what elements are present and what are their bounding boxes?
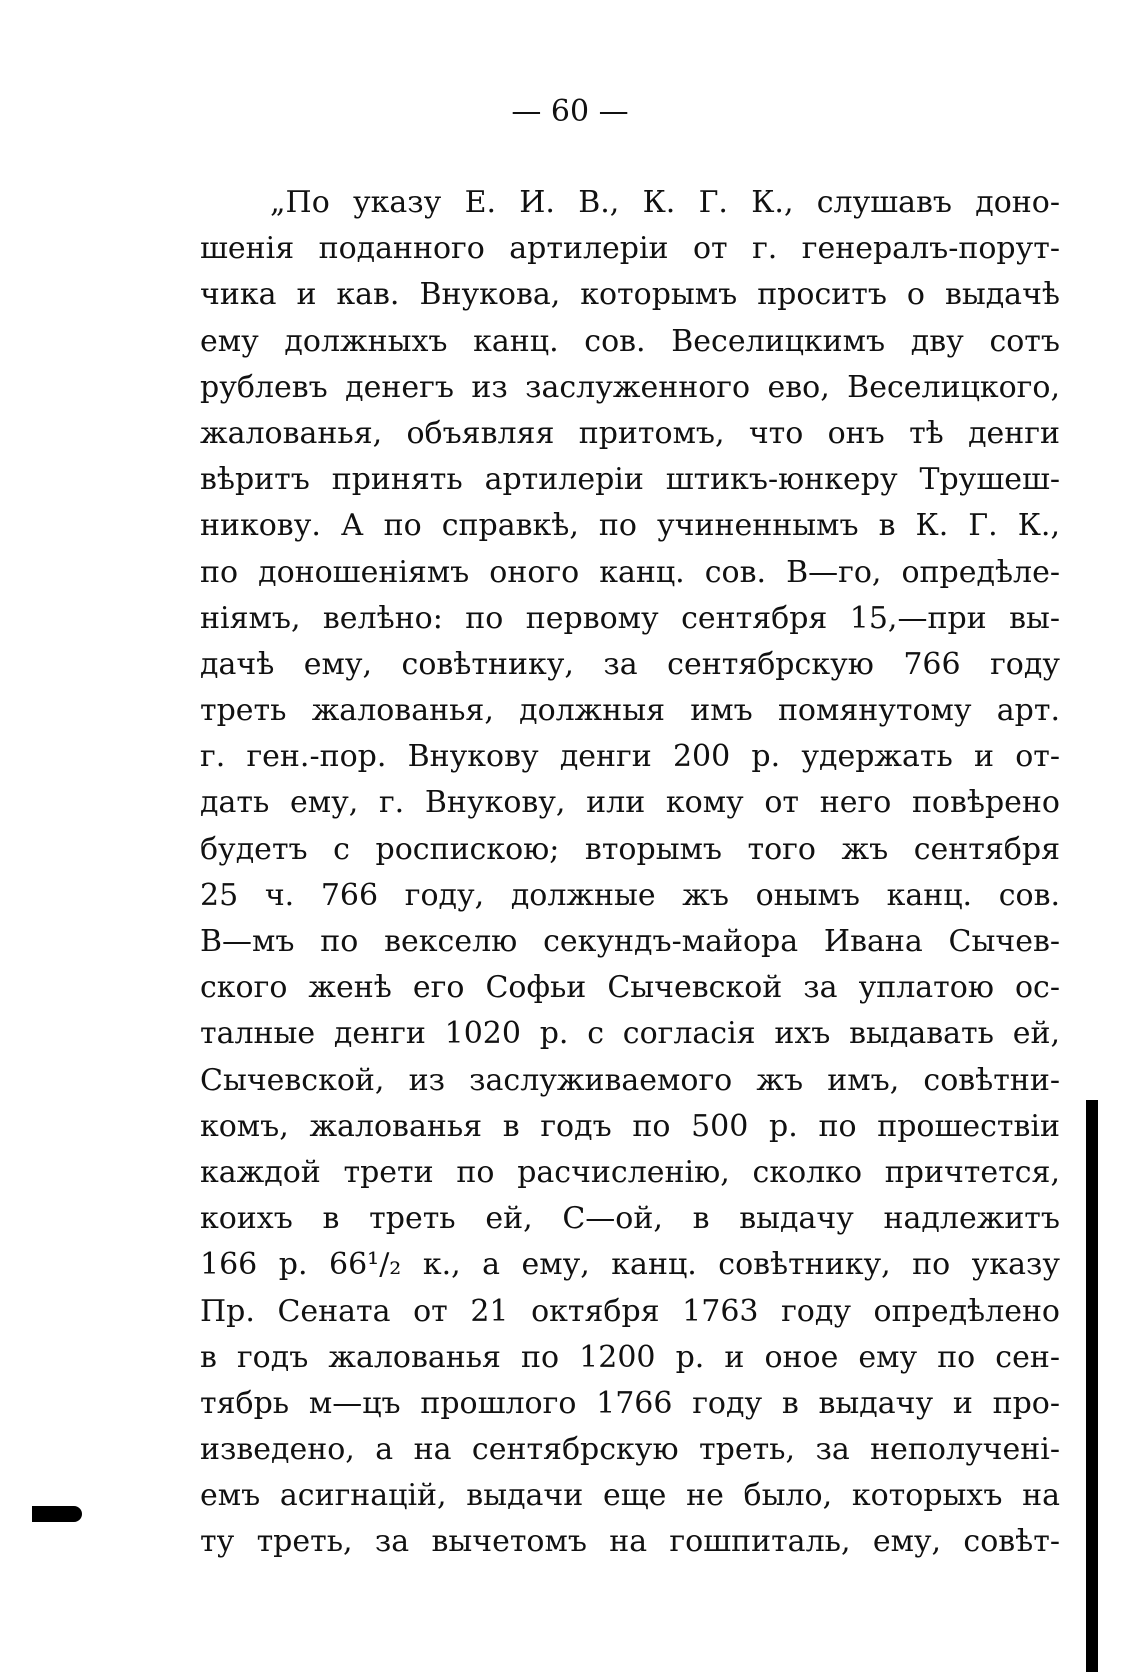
text-line: жалованья, объявляя притомъ, что онъ тѣ денги [200,415,1060,451]
text-line: дать ему, г. Внукову, или кому от него повѣрено [200,785,1060,821]
text-line: будетъ с роспискою; вторымъ того жъ сентября [200,831,1060,867]
text-line: изведено, а на сентябрскую треть, за неполучені- [200,1432,1060,1468]
scan-margin-bar [1086,1100,1098,1672]
text-line: Пр. Сената от 21 октября 1763 году опредѣлено [200,1293,1060,1329]
scan-ink-mark [32,1506,82,1522]
text-line: 25 ч. 766 году, должные жъ онымъ канц. сов. [200,877,1060,913]
text-line: в годъ жалованья по 1200 р. и оное ему по сен- [200,1339,1060,1375]
text-line: рублевъ денегъ из заслуженного ево, Веселицкого, [200,369,1060,405]
text-line: ского женѣ его Софьи Сычевской за уплатою ос- [200,970,1060,1006]
text-line: вѣритъ принять артилеріи штикъ-юнкеру Трушеш- [200,462,1060,498]
text-line: „По указу Е. И. В., К. Г. К., слушавъ доно- [270,185,1060,220]
text-line: талные денги 1020 р. с согласія ихъ выдавать ей, [200,1016,1060,1052]
text-line: треть жалованья, должныя имъ помянутому арт. [200,693,1060,729]
text-line: Сычевской, из заслуживаемого жъ имъ, совѣтни- [200,1062,1060,1098]
text-line: дачѣ ему, совѣтнику, за сентябрскую 766 году [200,646,1060,682]
text-line: ему должныхъ канц. сов. Веселицкимъ дву сотъ [200,323,1060,359]
text-line: комъ, жалованья в годъ по 500 р. по прошествіи [200,1108,1060,1144]
text-line: каждой трети по расчисленію, сколко причтется, [200,1154,1060,1190]
text-line: тябрь м—цъ прошлого 1766 году в выдачу и про- [200,1385,1060,1421]
text-line: по доношеніямъ оного канц. сов. В—го, опредѣле- [200,554,1060,590]
text-line: 166 р. 66¹/₂ к., а ему, канц. совѣтнику, по указу [200,1247,1060,1283]
text-line: ніямъ, велѣно: по первому сентября 15,—при вы- [200,600,1060,636]
page-number: — 60 — [511,94,629,129]
text-line: чика и кав. Внукова, которымъ проситъ о выдачѣ [200,277,1060,313]
text-line: г. ген.-пор. Внукову денги 200 р. удержать и от- [200,739,1060,775]
text-line: коихъ в треть ей, С—ой, в выдачу надлежитъ [200,1201,1060,1237]
text-line: шенія поданного артилеріи от г. генералъ-порут- [200,231,1060,267]
text-line: В—мъ по векселю секундъ-майора Ивана Сычев- [200,924,1060,959]
text-line: емъ асигнацій, выдачи еще не было, которыхъ на [200,1478,1060,1514]
text-line: никову. А по справкѣ, по учиненнымъ в К. Г. К., [200,508,1060,544]
body-text [200,180,1060,1566]
text-line: ту треть, за вычетомъ на гошпиталь, ему, совѣт- [200,1524,1060,1560]
